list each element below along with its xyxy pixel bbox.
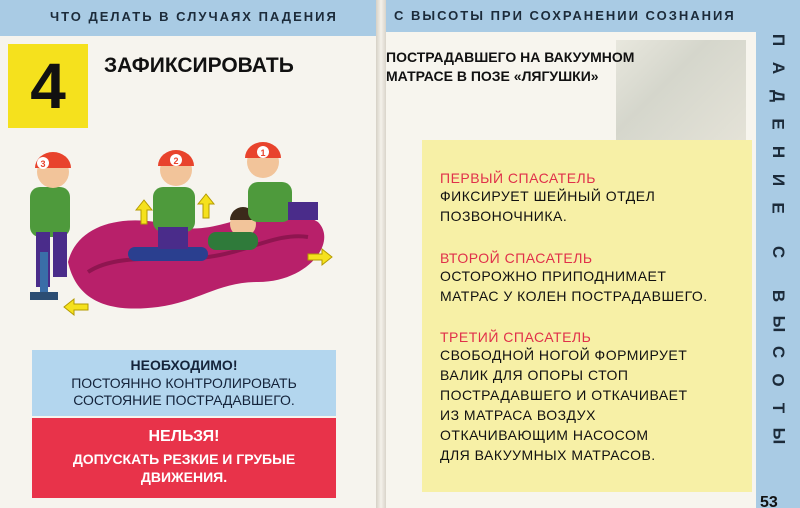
rescuer-3-line-3: ПОСТРАДАВШЕГО И ОТКАЧИВАЕТ bbox=[440, 387, 688, 403]
rescuer-2-line-1: ОСТОРОЖНО ПРИПОДНИМАЕТ bbox=[440, 268, 667, 284]
side-title-letter: Н bbox=[769, 145, 788, 159]
arrow-up-left bbox=[136, 200, 152, 224]
side-title-letter: Е bbox=[769, 202, 788, 214]
right-subtitle bbox=[386, 48, 634, 86]
rescuer-2-block bbox=[440, 250, 708, 306]
side-title-letter: Д bbox=[769, 89, 788, 103]
side-title-letter: О bbox=[768, 373, 788, 387]
forbidden-line-2: ДВИЖЕНИЯ. bbox=[140, 469, 228, 485]
rescuer-2-title: ВТОРОЙ СПАСАТЕЛЬ bbox=[440, 250, 593, 266]
rescuer-1-line-1: ФИКСИРУЕТ ШЕЙНЫЙ ОТДЕЛ bbox=[440, 188, 656, 204]
rescuer-3-line-5: ОТКАЧИВАЮЩИМ НАСОСОМ bbox=[440, 427, 649, 443]
side-title-letter: Ы bbox=[769, 427, 788, 445]
forbidden-box bbox=[32, 418, 336, 498]
side-title-letter: Е bbox=[769, 118, 788, 130]
rescuer-3-line-2: ВАЛИК ДЛЯ ОПОРЫ СТОП bbox=[440, 367, 629, 383]
side-title-letter: И bbox=[769, 173, 788, 187]
necessary-line-1: ПОСТОЯННО КОНТРОЛИРОВАТЬ bbox=[71, 375, 297, 391]
rescue-illustration bbox=[8, 132, 348, 332]
side-title-letter: В bbox=[769, 289, 788, 303]
left-header-text: ЧТО ДЕЛАТЬ В СЛУЧАЯХ ПАДЕНИЯ bbox=[50, 9, 338, 24]
side-title-letter: Т bbox=[768, 402, 788, 414]
background-photo-area bbox=[616, 40, 746, 140]
rescuer-3-title: ТРЕТИЙ СПАСАТЕЛЬ bbox=[440, 329, 592, 345]
forbidden-title: НЕЛЬЗЯ! bbox=[148, 428, 220, 445]
rescuer-3-figure bbox=[30, 152, 71, 300]
rescuer-1-line-2: ПОЗВОНОЧНИКА. bbox=[440, 208, 568, 224]
rescuer-3-line-4: ИЗ МАТРАСА ВОЗДУХ bbox=[440, 407, 596, 423]
side-title-letter: С bbox=[769, 245, 788, 259]
side-title-letter: П bbox=[769, 33, 788, 47]
rescuer-3-line-6: ДЛЯ ВАКУУМНЫХ МАТРАСОВ. bbox=[440, 447, 656, 463]
book-spine bbox=[376, 0, 386, 508]
left-page-header bbox=[0, 0, 380, 36]
side-title-letter: С bbox=[769, 345, 788, 359]
rescuer-2-badge: 2 bbox=[173, 156, 179, 166]
necessary-title: НЕОБХОДИМО! bbox=[130, 357, 238, 373]
step-title: ЗАФИКСИРОВАТЬ bbox=[104, 54, 294, 77]
right-page bbox=[386, 0, 800, 508]
rescuer-1-badge: 1 bbox=[260, 148, 266, 158]
rescuer-1-title: ПЕРВЫЙ СПАСАТЕЛЬ bbox=[440, 170, 596, 186]
right-page-header bbox=[386, 0, 756, 32]
step-number: 4 bbox=[30, 50, 66, 122]
right-header-text: С ВЫСОТЫ ПРИ СОХРАНЕНИИ СОЗНАНИЯ bbox=[394, 8, 736, 23]
side-title bbox=[756, 26, 800, 450]
left-page bbox=[0, 0, 380, 508]
rescuer-3-line-1: СВОБОДНОЙ НОГОЙ ФОРМИРУЕТ bbox=[440, 347, 688, 363]
side-title-strip bbox=[756, 0, 800, 508]
arrow-up-middle bbox=[198, 194, 214, 218]
side-title-letter: А bbox=[769, 61, 788, 75]
arrow-right-lower bbox=[64, 299, 88, 315]
rescuer-3-block bbox=[440, 329, 688, 465]
subtitle-line-1: ПОСТРАДАВШЕГО НА ВАКУУМНОМ bbox=[386, 49, 635, 65]
page-number: 53 bbox=[760, 494, 778, 508]
forbidden-line-1: ДОПУСКАТЬ РЕЗКИЕ И ГРУБЫЕ bbox=[72, 451, 296, 467]
step-number-box bbox=[8, 44, 88, 128]
rescuer-3-badge: 3 bbox=[40, 159, 46, 169]
necessary-box bbox=[32, 350, 336, 416]
necessary-text bbox=[32, 375, 336, 409]
necessary-line-2: СОСТОЯНИЕ ПОСТРАДАВШЕГО. bbox=[73, 392, 295, 408]
rescuer-1-block bbox=[440, 170, 655, 226]
rescuer-2-line-2: МАТРАС У КОЛЕН ПОСТРАДАВШЕГО. bbox=[440, 288, 708, 304]
side-title-letter: Ы bbox=[769, 315, 788, 333]
subtitle-line-2: МАТРАСЕ В ПОЗЕ «ЛЯГУШКИ» bbox=[386, 68, 599, 84]
forbidden-text bbox=[32, 450, 336, 486]
rescuer-1-figure bbox=[245, 142, 318, 222]
